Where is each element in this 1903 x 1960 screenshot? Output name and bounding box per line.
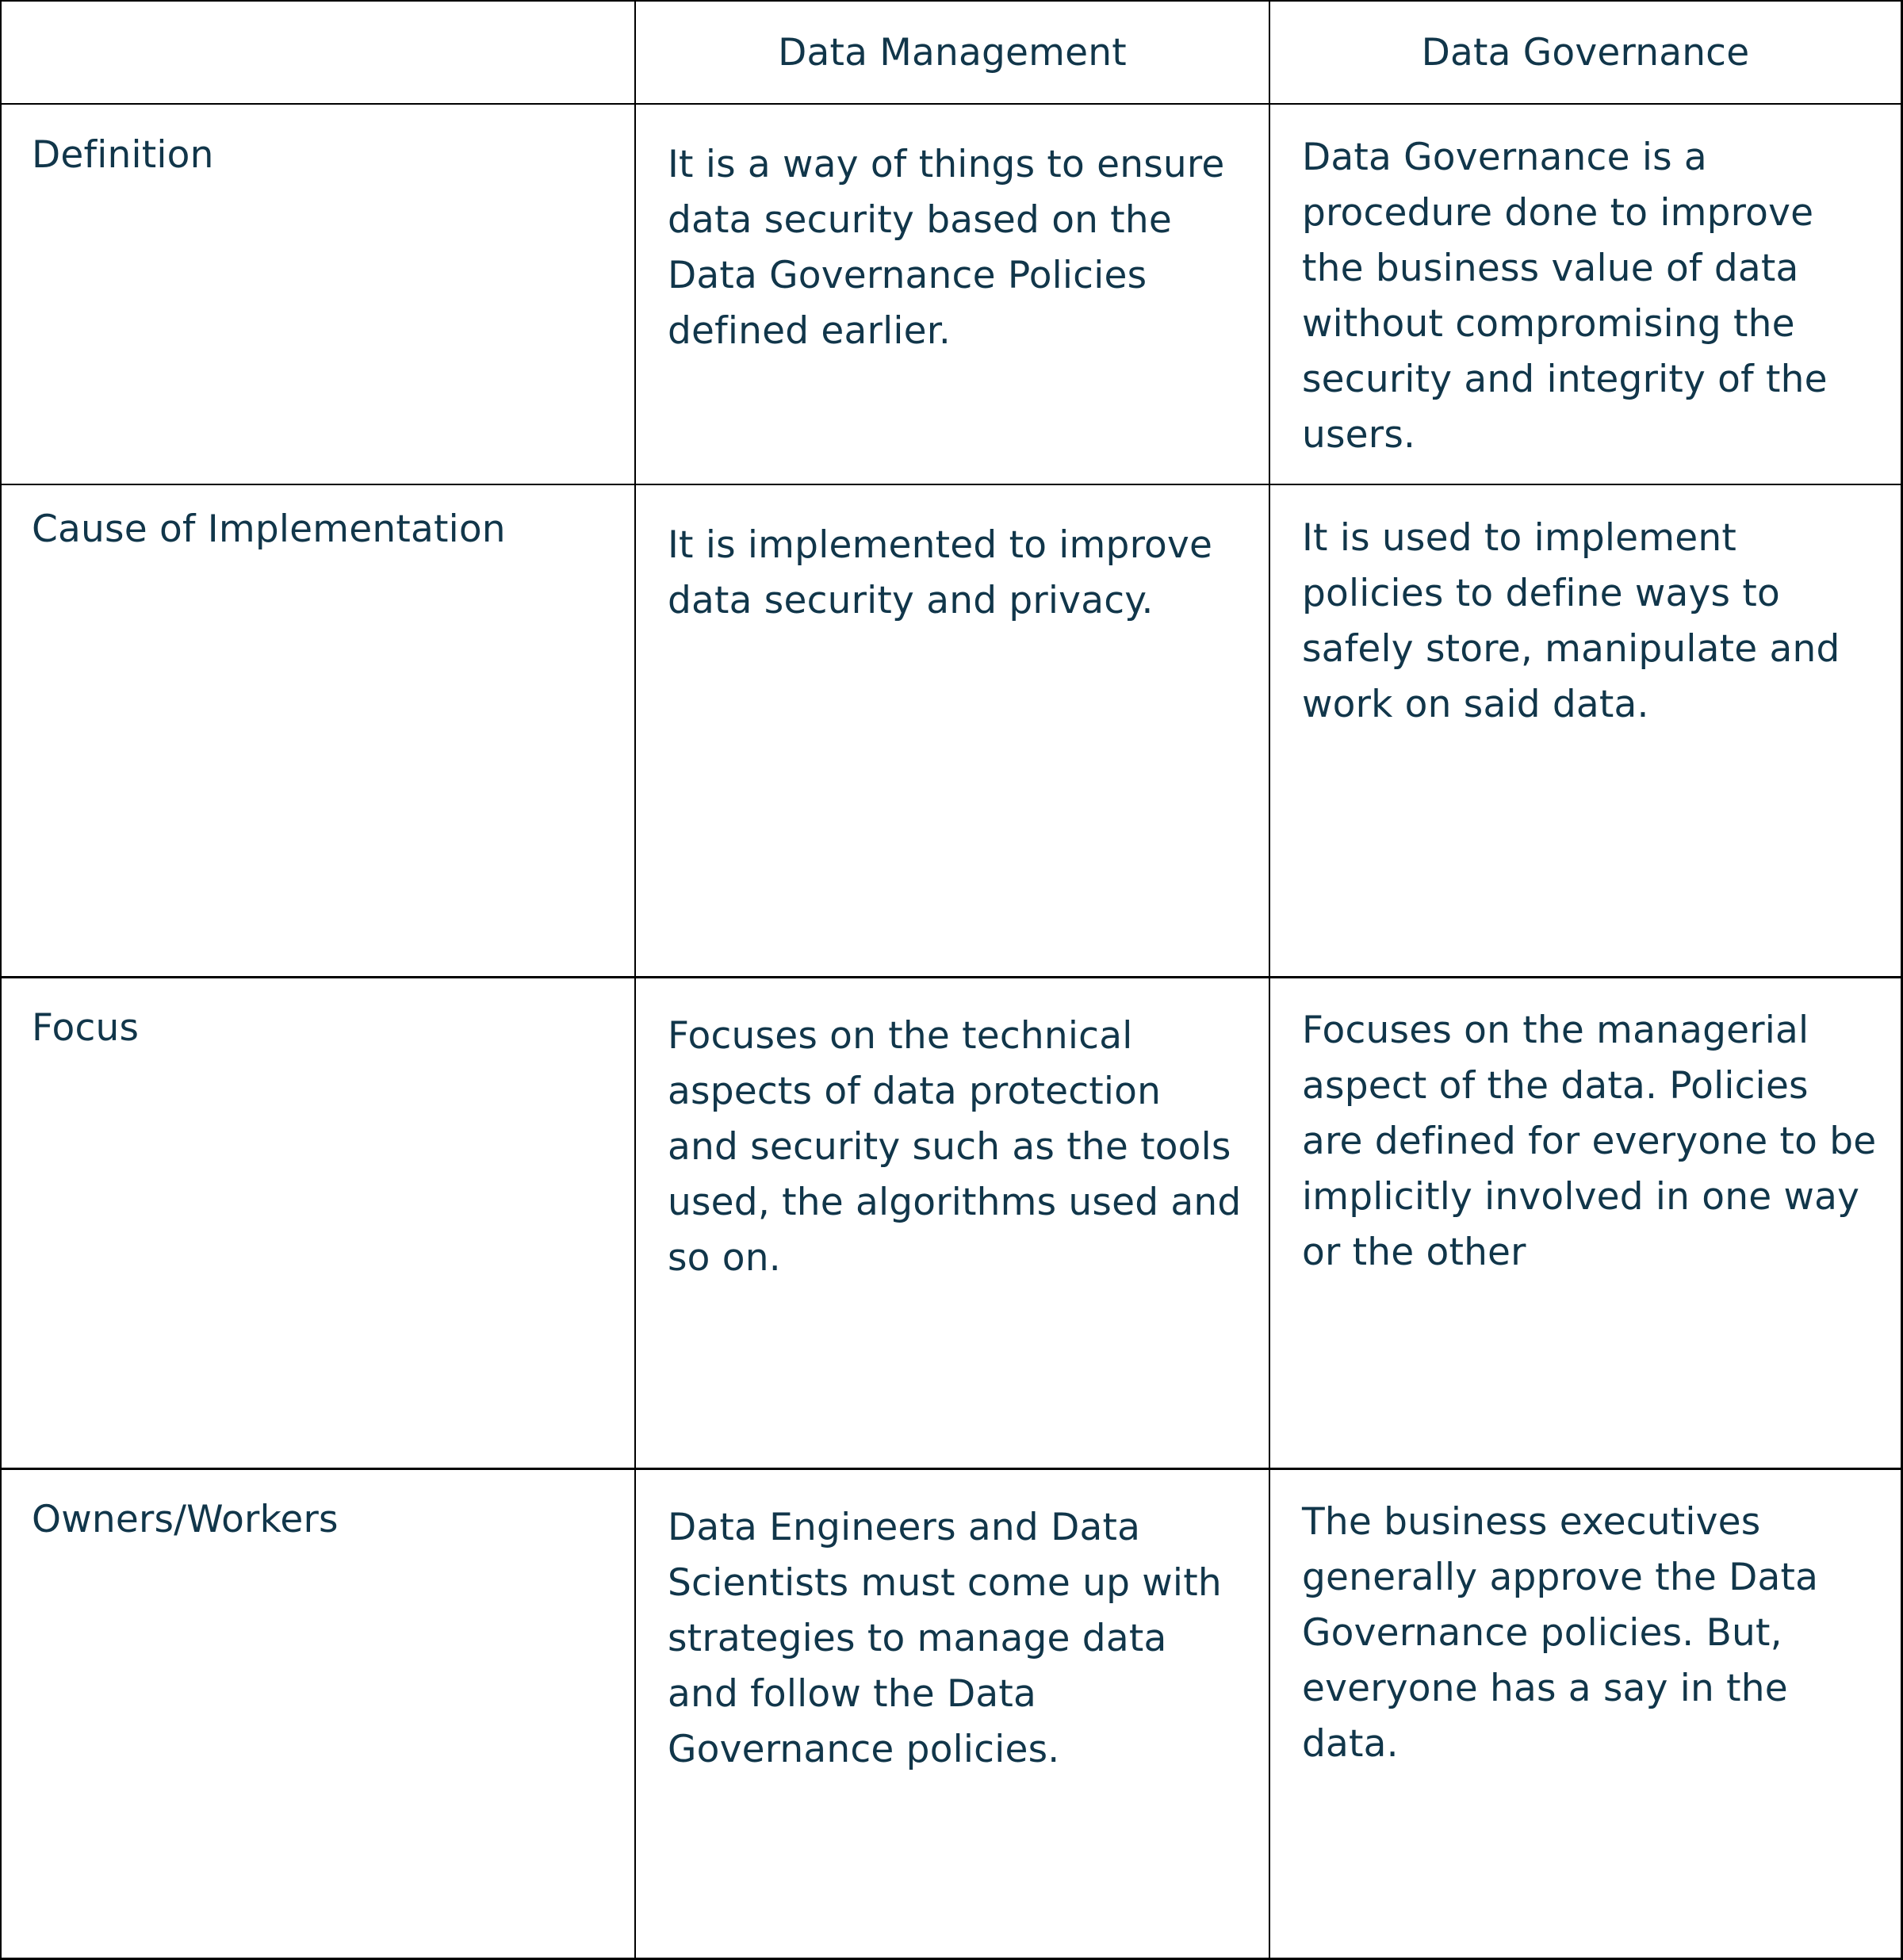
table-border-left — [0, 0, 2, 1960]
cell-owners-data-management — [668, 1470, 1262, 1778]
cell-line: everyone has a say in the — [1302, 1667, 1788, 1710]
cell-owners-data-governance — [1302, 1470, 1897, 1772]
cell-cause-data-management — [668, 485, 1262, 629]
cell-line: generally approve the Data — [1302, 1556, 1819, 1599]
cell-line: data security based on the — [668, 198, 1173, 242]
cell-line: Governance policies. But, — [1302, 1611, 1782, 1655]
row-label: Owners/Workers — [32, 1498, 339, 1541]
cell-focus-data-governance — [1302, 978, 1897, 1281]
row-label-owners-workers — [32, 1470, 626, 1548]
cell-line: implicitly involved in one way — [1302, 1175, 1860, 1219]
cell-line: and follow the Data — [668, 1672, 1037, 1716]
row-label-definition — [32, 105, 626, 183]
cell-line: procedure done to improve — [1302, 191, 1814, 235]
cell-line: so on. — [668, 1236, 781, 1280]
cell-line: without compromising the — [1302, 302, 1795, 346]
cell-line: and security such as the tools — [668, 1125, 1231, 1169]
header-data-governance: Data Governance — [1421, 31, 1750, 75]
row-label: Cause of Implementation — [32, 507, 506, 551]
header-data-management: Data Management — [778, 31, 1127, 75]
cell-line: Focuses on the managerial — [1302, 1009, 1809, 1052]
row-label-cause-of-implementation — [32, 485, 626, 557]
cell-line: are defined for everyone to be — [1302, 1120, 1877, 1163]
row-label-focus — [32, 978, 626, 1056]
cell-line: aspects of data protection — [668, 1070, 1162, 1113]
cell-line: users. — [1302, 413, 1416, 457]
cell-line: The business executives — [1302, 1500, 1761, 1544]
cell-line: Scientists must come up with — [668, 1561, 1222, 1605]
cell-focus-data-management — [668, 978, 1262, 1286]
cell-line: It is a way of things to ensure — [668, 143, 1225, 186]
cell-line: Data Engineers and Data — [668, 1506, 1141, 1549]
cell-line: safely store, manipulate and — [1302, 627, 1840, 671]
cell-line: strategies to manage data — [668, 1617, 1167, 1660]
column-divider-2 — [1269, 0, 1270, 1960]
column-divider-1 — [634, 0, 636, 1960]
cell-line: policies to define ways to — [1302, 572, 1780, 615]
cell-line: Data Governance Policies — [668, 254, 1147, 297]
cell-line: data security and privacy. — [668, 579, 1154, 622]
cell-line: aspect of the data. Policies — [1302, 1064, 1809, 1108]
cell-line: the business value of data — [1302, 247, 1799, 290]
cell-definition-data-governance — [1302, 105, 1897, 463]
cell-cause-data-governance — [1302, 485, 1897, 733]
cell-line: data. — [1302, 1722, 1399, 1766]
cell-line: defined earlier. — [668, 309, 952, 353]
header-corner-cell — [2, 2, 634, 103]
cell-line: work on said data. — [1302, 683, 1649, 726]
cell-definition-data-management — [668, 105, 1262, 359]
cell-line: Focuses on the technical — [668, 1014, 1133, 1058]
cell-line: It is used to implement — [1302, 516, 1736, 560]
cell-line: It is implemented to improve — [668, 523, 1213, 567]
cell-line: used, the algorithms used and — [668, 1181, 1242, 1224]
cell-line: security and integrity of the — [1302, 358, 1828, 401]
row-label: Focus — [32, 1006, 140, 1050]
row-label: Definition — [32, 133, 214, 177]
cell-line: Governance policies. — [668, 1728, 1060, 1771]
cell-line: or the other — [1302, 1231, 1526, 1274]
cell-line: Data Governance is a — [1302, 136, 1707, 179]
